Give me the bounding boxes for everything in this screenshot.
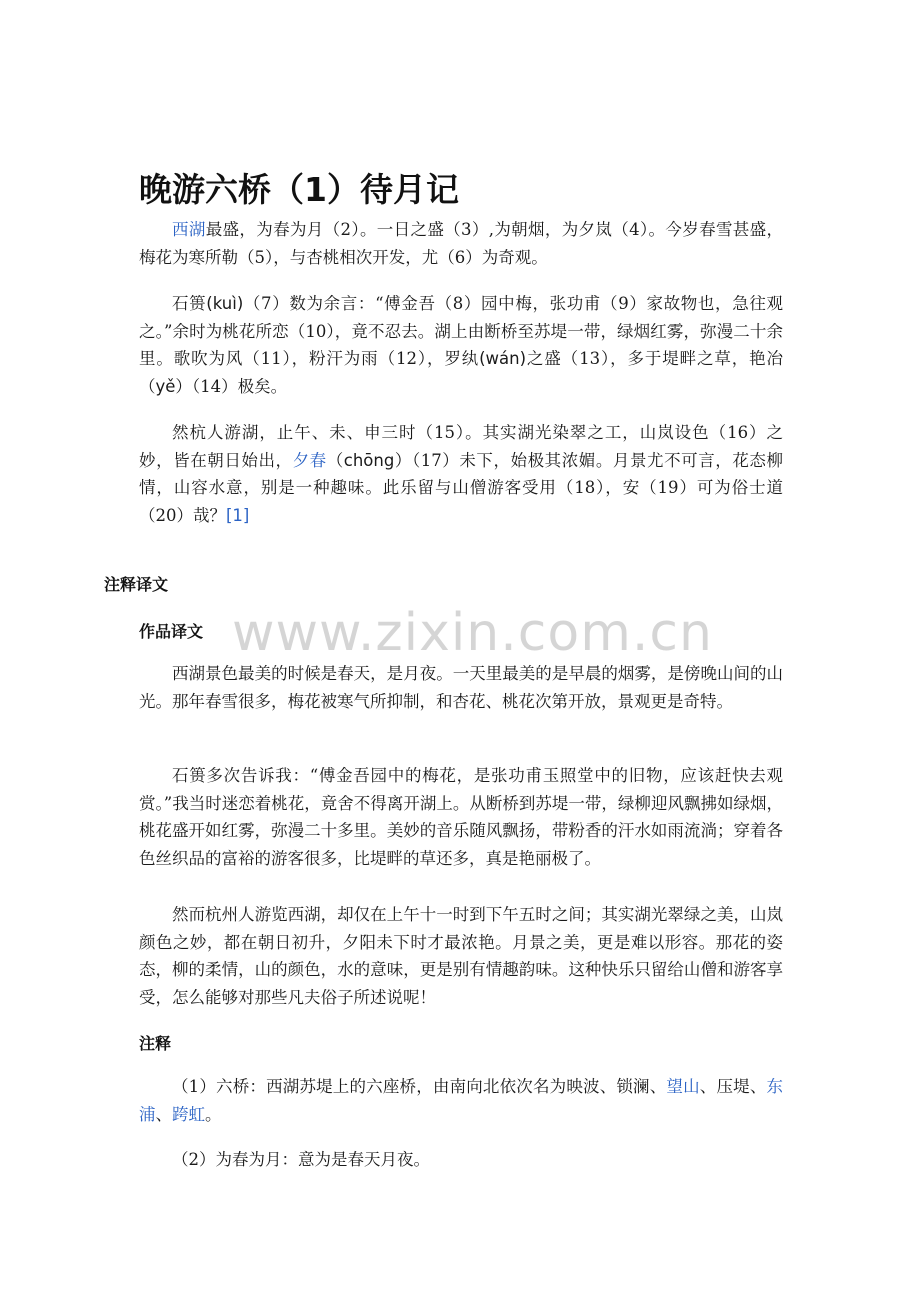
paragraph-2-end: ）（14）极矣。 <box>175 376 288 396</box>
pinyin-kui: (kuì) <box>206 294 244 313</box>
site-watermark: www.zixin.com.cn <box>232 603 713 663</box>
paragraph-1 <box>139 216 783 271</box>
translation-paragraph-1: 西湖景色最美的时候是春天，是月夜。一天里最美的是早晨的烟雾，是傍晚山间的山光。那年春雪很多，梅花被寒气所抑制，和杏花、桃花次第开放，景观更是奇特。 <box>139 664 783 711</box>
link-dongpu[interactable]: 东浦 <box>139 1077 784 1124</box>
link-xihu[interactable]: 西湖 <box>172 220 206 239</box>
pinyin-wan: (wán) <box>479 349 527 368</box>
translation-paragraph-3: 然而杭州人游览西湖，却仅在上午十一时到下午五时之间；其实湖光翠绿之美，山岚颜色之妙，都在朝日初升，夕阳未下时才最浓艳。月景之美，更是难以形容。那花的姿态，柳的柔情，山的颜色，水的意味，更是别有情趣韵味。这种快乐只留给山僧和游客享受，怎么能够对那些凡夫俗子所述说呢！ <box>139 905 783 1007</box>
note-1-separator-2: 、 <box>155 1104 172 1124</box>
paragraph-3 <box>139 419 783 529</box>
notes-heading: 注释 <box>139 1034 172 1053</box>
paragraph-2-middle: （7）数为余言：“傅金吾（8）园中梅，张功甫（9）家故物也，急往观之。”余时为桃花所恋（10），竟不忍去。湖上由断桥至苏堤一带，绿烟红雾，弥漫二十余里。歌吹为风（11），粉汗为雨（12），罗纨 <box>139 294 783 368</box>
pinyin-ye: yě <box>155 376 176 396</box>
note-2: （2）为春为月：意为是春天月夜。 <box>172 1150 430 1169</box>
paragraph-3-paren: （ <box>326 450 344 470</box>
note-1-text: （1）六桥：西湖苏堤上的六座桥，由南向北依次名为映波、锁澜、 <box>172 1077 667 1096</box>
link-wangshan[interactable]: 望山 <box>666 1077 700 1096</box>
note-1-separator-1: 、压堤、 <box>699 1077 767 1096</box>
pinyin-chong: chōng <box>343 450 395 470</box>
translation-heading: 作品译文 <box>139 622 204 641</box>
article-title: 晚游六桥（1）待月记 <box>139 170 459 209</box>
reference-link[interactable]: [1] <box>226 505 250 525</box>
paragraph-1-text: 最盛，为春为月（2）。一日之盛（3）,为朝烟，为夕岚（4）。今岁春雪甚盛，梅花为寒所勒（5），与杏桃相次开发，尤（6）为奇观。 <box>139 220 783 267</box>
link-kuahong[interactable]: 跨虹 <box>172 1104 205 1124</box>
link-xichun[interactable]: 夕春 <box>292 450 327 470</box>
paragraph-2-middle-2: 之盛（13），多于堤畔之草，艳冶（ <box>139 349 783 396</box>
paragraph-2-start: 石篑 <box>172 294 207 313</box>
paragraph-3-end: ）（17）未下，始极其浓媚。月景尤不可言，花态柳情，山容水意，别是一种趣味。此乐留与山僧游客受用（18），安（19）可为俗士道（20）哉？ <box>139 450 783 525</box>
translation-paragraph-2: 石篑多次告诉我：“傅金吾园中的梅花，是张功甫玉照堂中的旧物，应该赶快去观赏。”我当时迷恋着桃花，竟舍不得离开湖上。从断桥到苏堤一带，绿柳迎风飘拂如绿烟，桃花盛开如红雾，弥漫二十多里。美妙的音乐随风飘扬，带粉香的汗水如雨流淌；穿着各色丝织品的富裕的游客很多，比堤畔的草还多，真是艳丽极了。 <box>139 766 783 868</box>
section-heading: 注释译文 <box>104 575 169 594</box>
paragraph-2 <box>139 290 783 400</box>
paragraph-3-start: 然杭人游湖，止午、未、申三时（15）。其实湖光染翠之工，山岚设色（16）之妙，皆在朝日始出， <box>139 423 783 470</box>
note-1-end: 。 <box>205 1104 222 1124</box>
note-1 <box>139 1073 783 1128</box>
